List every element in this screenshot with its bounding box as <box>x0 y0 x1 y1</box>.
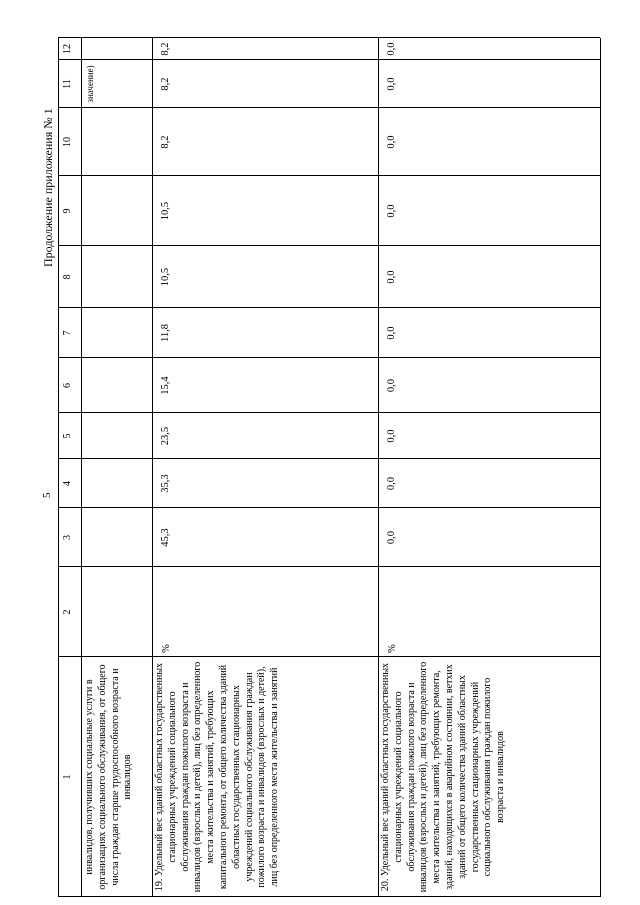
table-vline <box>58 507 600 508</box>
row-value: 10,5 <box>160 201 171 221</box>
row-value: 8,2 <box>160 77 171 91</box>
table-vline <box>58 412 600 413</box>
column-number: 11 <box>62 79 73 89</box>
table-hline <box>152 38 153 897</box>
column-number: 6 <box>62 383 73 388</box>
page-number: 5 <box>41 492 53 498</box>
row-value: 0,0 <box>386 326 397 340</box>
table-vline <box>58 458 600 459</box>
table-vline <box>58 566 600 567</box>
table-vline <box>58 245 600 246</box>
column-number: 5 <box>62 433 73 439</box>
row-label: 19. Удельный вес зданий областных государственных стационарных учреждений социального обслуживания граждан пожилого возраста и инвалидов (взрослых и детей), лиц без определенного места жительства и занятий, требующих капитального ремонта, от общего количества зданий областных государственных стационарных учреждений социального обслуживания граждан пожилого возраста и инвалидов (взрослых и детей), лиц без определенного места жительства и занятий <box>154 661 281 893</box>
table-vline <box>58 59 600 60</box>
appendix-header: Продолжение приложения № 1 <box>41 108 55 267</box>
row-value: 0,0 <box>386 270 397 284</box>
continued-text: инвалидов, получивших социальные услуги в организациях социального обслуживания, от общего числа граждан старше трудоспособного возраста и инвалидов <box>84 664 134 890</box>
column-number: 8 <box>62 274 73 280</box>
column-number: 3 <box>62 535 73 540</box>
table-hline <box>600 38 601 897</box>
row-value: 23,5 <box>160 426 171 446</box>
row-value: 11,8 <box>160 324 171 342</box>
table-vline <box>58 307 600 308</box>
row-unit: % <box>161 644 172 653</box>
table-hline <box>378 38 379 897</box>
column-number: 1 <box>62 774 73 780</box>
row-value: 0,0 <box>386 530 397 545</box>
table-vline <box>58 656 600 657</box>
row-value: 8,2 <box>160 42 171 56</box>
row-value: 8,2 <box>160 135 171 149</box>
row-label: 20. Удельный вес зданий областных государственных стационарных учреждений социального обслуживания граждан пожилого возраста и инвалидов (взрослых и детей), лиц без определенного места жительства и занятий, требующих ремонта, зданий, находящихся в аварийном состоянии, ветхих зданий от общего количества зданий областных государственных стационарных учреждений социального обслуживания граждан пожилого возраста и инвалидов <box>380 661 507 893</box>
table-vline <box>58 896 600 897</box>
table-vline <box>58 107 600 108</box>
table-vline <box>58 175 600 176</box>
row-value: 0,0 <box>386 204 397 218</box>
column-number: 2 <box>62 609 73 615</box>
column-number: 10 <box>62 137 73 147</box>
table-vline <box>58 37 600 38</box>
row-value: 15,4 <box>160 376 171 395</box>
row-value: 35,3 <box>160 474 171 493</box>
row-value: 0,0 <box>386 135 397 149</box>
row-value: 0,0 <box>386 476 397 491</box>
table-vline <box>58 357 600 358</box>
row-unit: % <box>387 644 398 653</box>
column-number: 12 <box>62 44 73 54</box>
row-value: 0,0 <box>386 378 397 393</box>
column-number: 7 <box>62 330 73 336</box>
row-value: 0,0 <box>386 77 397 91</box>
column-number: 4 <box>62 481 73 486</box>
row-value: 45,3 <box>160 528 171 547</box>
table-hline <box>81 38 82 897</box>
row-value: 10,5 <box>160 267 171 287</box>
row-value: 0,0 <box>386 42 397 56</box>
column-11-note: значение) <box>85 65 95 103</box>
row-value: 0,0 <box>386 429 397 443</box>
column-number: 9 <box>62 208 73 214</box>
table-hline <box>58 38 59 897</box>
